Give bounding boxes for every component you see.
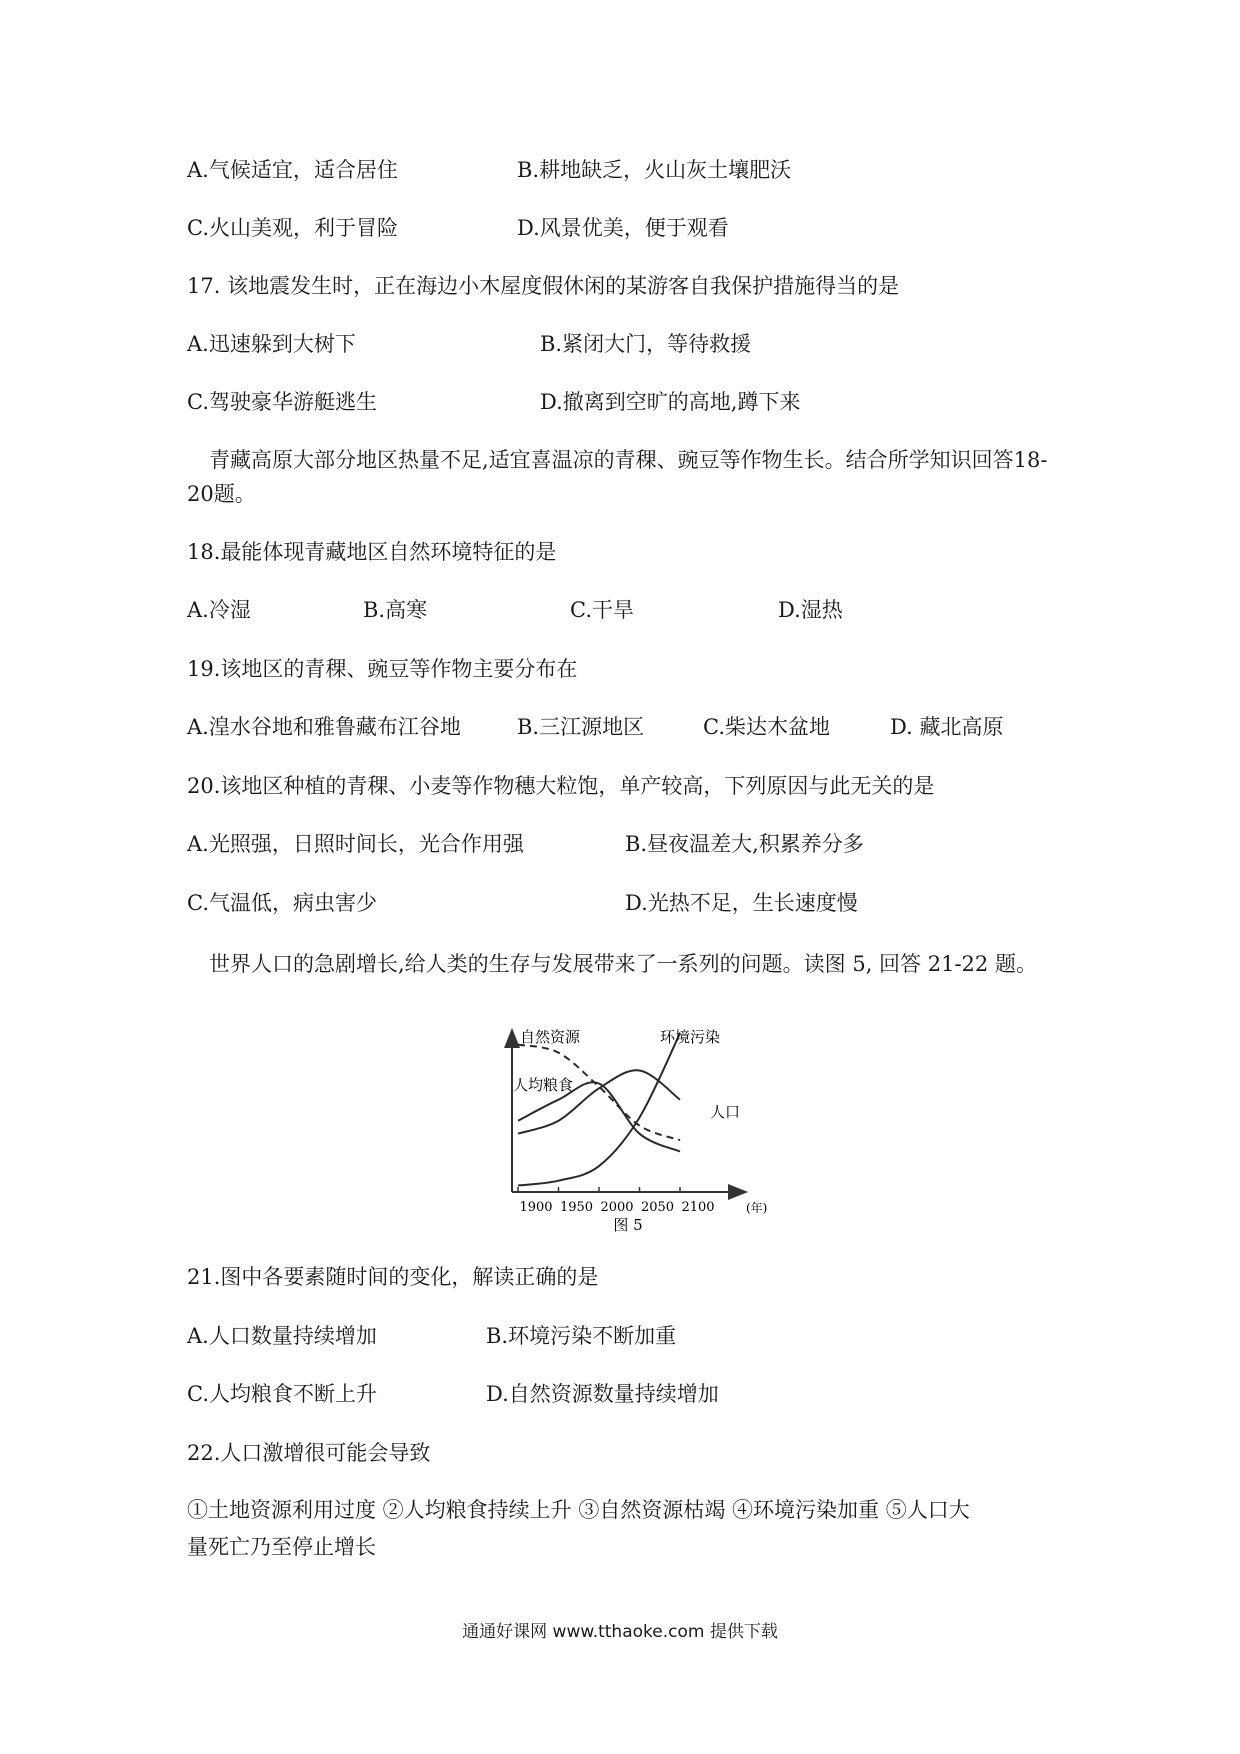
q22-statements-line2: 量死亡乃至停止增长: [187, 1535, 376, 1559]
q17-option-a: A.迅速躲到大树下: [187, 332, 356, 356]
footer-download-note: 通通好课网 www.tthaoke.com 提供下载: [462, 1622, 778, 1642]
q21-option-c: C.人均粮食不断上升: [187, 1382, 377, 1406]
label-grain: 人均粮食: [513, 1076, 574, 1094]
q18-option-d: D.湿热: [778, 598, 843, 622]
q18-option-a: A.冷湿: [187, 598, 251, 622]
q17-option-d: D.撤离到空旷的高地,蹲下来: [540, 390, 801, 414]
q19-stem: 19.该地区的青稞、豌豆等作物主要分布在: [187, 657, 578, 681]
intro-text-21-22: 世界人口的急剧增长,给人类的生存与发展带来了一系列的问题。读图 5, 回答 21-22 题。: [209, 952, 1037, 976]
q22-stem: 22.人口激增很可能会导致: [187, 1441, 431, 1465]
q19-option-c: C.柴达木盆地: [703, 715, 830, 739]
x-tick-label: 2000: [600, 1200, 634, 1215]
q20-option-b: B.昼夜温差大,积累养分多: [625, 832, 864, 856]
intro-paragraph-18-20: [187, 443, 1057, 511]
q18-stem: 18.最能体现青藏地区自然环境特征的是: [187, 540, 557, 564]
q19-option-b: B.三江源地区: [517, 715, 645, 739]
x-tick-label: 2050: [640, 1200, 675, 1215]
q20-option-a: A.光照强，日照时间长，光合作用强: [187, 832, 524, 856]
label-resources: 自然资源: [520, 1028, 581, 1046]
x-tick-label: 1900: [519, 1200, 553, 1215]
series-line-4: [518, 1033, 680, 1185]
q16-option-b: B.耕地缺乏，火山灰土壤肥沃: [517, 158, 792, 182]
q17-option-b: B.紧闭大门，等待救援: [540, 332, 752, 356]
figure-5: [500, 1008, 790, 1232]
q17-option-c: C.驾驶豪华游艇逃生: [187, 390, 377, 414]
figure-5-chart: [500, 1008, 790, 1232]
intro-text-18-20: 青藏高原大部分地区热量不足,适宜喜温凉的青稞、豌豆等作物生长。结合所学知识回答18-20题。: [187, 448, 1048, 506]
q18-option-c: C.干旱: [570, 598, 634, 622]
q18-option-b: B.高寒: [363, 598, 428, 622]
x-axis-unit: (年): [746, 1201, 768, 1215]
q16-option-d: D.风景优美，便于观看: [517, 216, 729, 240]
figure-caption: 图 5: [613, 1216, 643, 1232]
q20-option-c: C.气温低，病虫害少: [187, 891, 377, 915]
q22-statements-line1: ①土地资源利用过度 ②人均粮食持续上升 ③自然资源枯竭 ④环境污染加重 ⑤人口大: [187, 1498, 970, 1522]
q16-option-c: C.火山美观，利于冒险: [187, 216, 398, 240]
q20-option-d: D.光热不足，生长速度慢: [625, 891, 858, 915]
x-tick-label: 2100: [681, 1200, 715, 1215]
q21-stem: 21.图中各要素随时间的变化，解读正确的是: [187, 1265, 599, 1289]
q21-option-a: A.人口数量持续增加: [187, 1324, 377, 1348]
q21-option-b: B.环境污染不断加重: [486, 1324, 677, 1348]
label-pollution: 环境污染: [660, 1028, 721, 1046]
q21-option-d: D.自然资源数量持续增加: [486, 1382, 719, 1406]
q16-option-a: A.气候适宜，适合居住: [187, 158, 398, 182]
x-tick-label: 1950: [559, 1200, 594, 1215]
q19-option-d: D. 藏北高原: [890, 715, 1004, 739]
q20-stem: 20.该地区种植的青稞、小麦等作物穗大粒饱，单产较高，下列原因与此无关的是: [187, 774, 935, 798]
q17-stem: 17. 该地震发生时，正在海边小木屋度假休闲的某游客自我保护措施得当的是: [187, 274, 900, 298]
label-population: 人口: [710, 1103, 741, 1121]
q19-option-a: A.湟水谷地和雅鲁藏布江谷地: [187, 715, 461, 739]
